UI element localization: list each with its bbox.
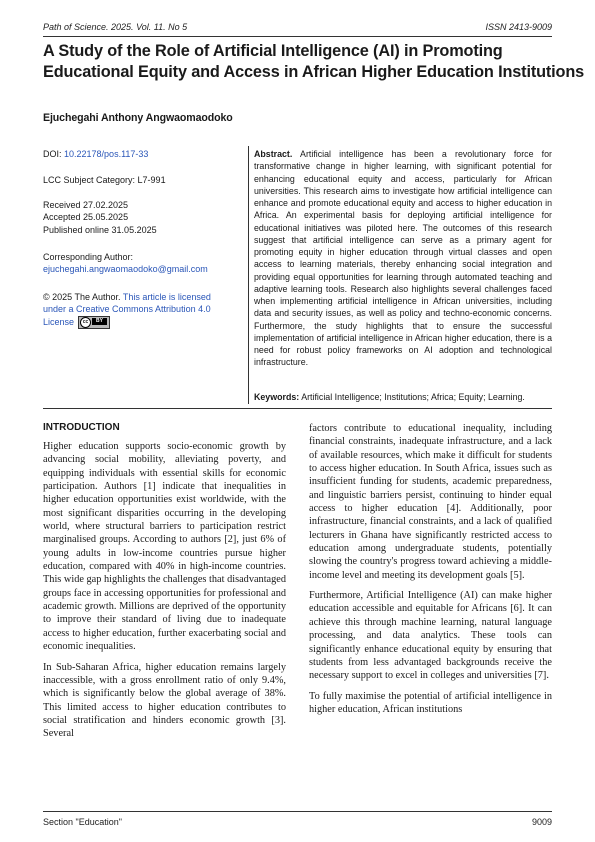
title-line: A Study of the Role of Artificial Intelligence (AI) in Promoting [43, 42, 503, 60]
footer-section: Section "Education" [43, 817, 122, 827]
paper-title [43, 41, 585, 83]
copyright-text: © 2025 The Author. [43, 292, 121, 302]
cc-text: cc [80, 317, 91, 328]
corresponding-label: Corresponding Author: [43, 252, 134, 262]
abstract-divider [248, 146, 249, 404]
cc-by-icon[interactable] [78, 316, 110, 329]
paragraph: To fully maximise the potential of artificial intelligence in higher education, African institutions [309, 690, 552, 715]
doi-label: DOI: [43, 149, 65, 159]
author-email-link[interactable]: ejuchegahi.angwaomaodoko@gmail.com [43, 264, 208, 275]
section-rule [43, 408, 552, 409]
keywords [254, 391, 552, 403]
license-link-2[interactable]: under a Creative Commons Attribution 4.0 [43, 304, 211, 315]
by-text: BY [92, 318, 107, 325]
header-rule [43, 36, 552, 37]
abstract-label: Abstract. [254, 149, 293, 159]
received-date: Received 27.02.2025 [43, 200, 129, 210]
lcc-line: LCC Subject Category: L7-991 [43, 175, 166, 185]
abstract-text: Artificial intelligence has been a revolutionary force for transformative change in higher learning, with significant potential for enhancing educational equity and access, particularly for African universities. This research aims to investigate how artificial intelligence can enhance and promote educational equity and access to higher education in Africa. An experimental basis for deploying artificial intelligence for educational initiatives was piloted here. The outcomes of this research suggest that artificial intelligence can serve as a primary agent for promoting equity in higher education through virtual classes and open access to learning materials, thereby enhancing social integration and providing equal opportunities for learning through automated teaching and adaptive learning tools. Research also highlights several challenges faced when implementing artificial intelligence in African universities, including data and security issues, as well as policy and techno-economic concerns. Furthermore, the study highlights that to ensure the successful implementation of artificial intelligence in African higher education, there is a need for robust policy frameworks on AI adoption and technological infrastructure. [254, 149, 552, 368]
footer-rule [43, 811, 552, 812]
section-title: INTRODUCTION [43, 422, 120, 433]
left-column [43, 440, 286, 748]
corresponding-block [43, 251, 243, 276]
paragraph: Higher education supports socio-economic growth by advancing social mobility, alleviating poverty, and equipping individuals with essential skills for economic participation. Authors [1] indicate that inequalities in higher education opportunities exist worldwide, with the most significant disparities occurring in the developing world, where structural barriers to participation restrict marginalised groups. According to authors [2], just 6% of young adults in low-income countries pursue higher education, compared with 40% in high-income countries. This wide gap highlights the challenges that disadvantaged groups face in accessing opportunities for professional and academic growth. Millions are deprived of the opportunity to improve their standard of living due to inadequate access to higher education, further exacerbating social and economic inequalities. [43, 441, 286, 653]
journal-header: Path of Science. 2025. Vol. 11. No 5 [43, 22, 188, 32]
paragraph: In Sub-Saharan Africa, higher education remains largely inaccessible, with a gross enrollment ratio of only 9.4%, which is significantly below the global average of 38%. This limited access to higher education contributes to social stratification and hinders economic growth [3]. Several [43, 661, 286, 740]
license-link-3[interactable]: License [43, 316, 75, 327]
keywords-label: Keywords: [254, 392, 300, 402]
doi-line [43, 148, 243, 160]
right-column [309, 422, 552, 723]
paragraph: factors contribute to educational inequality, including financial constraints, inadequate infrastructure, and a lack of available resources, which make it difficult for students to access higher education. In South Africa, issues such as insufficient funding for students, academic preparedness, and linguistic barriers persist, continuing to hinder equal access to higher education [4]. Additionally, poor infrastructure, financial constraints, and a lack of qualified lecturers in Ghana have significantly restricted access to education among undergraduate students, potentially slowing the country's progress toward achieving a middle-income level and meeting its development goals [5]. [309, 423, 552, 581]
license-link-1[interactable]: This article is licensed [122, 292, 211, 302]
paragraph: Furthermore, Artificial Intelligence (AI) can make higher education accessible and equitable for Africans [6]. It can achieve this through machine learning, natural language processing, and data analytics. These tools can significantly enhance educational equity by ensuring that students from less advantaged backgrounds receive the necessary support to excel in colleges and universities [7]. [309, 590, 552, 682]
page-number: 9009 [531, 817, 552, 827]
keywords-text: Artificial Intelligence; Institutions; Africa; Equity; Learning. [301, 392, 525, 402]
doi-link[interactable]: 10.22178/pos.117-33 [64, 149, 149, 159]
abstract [254, 148, 552, 369]
dates-block [43, 199, 243, 236]
issn-header: ISSN 2413-9009 [485, 22, 552, 32]
published-date: Published online 31.05.2025 [43, 224, 157, 235]
license-block [43, 291, 243, 329]
author-name: Ejuchegahi Anthony Angwaomaodoko [43, 112, 233, 124]
accepted-date: Accepted 25.05.2025 [43, 212, 129, 223]
title-line: Educational Equity and Access in African Higher Education Institutions [43, 63, 585, 81]
